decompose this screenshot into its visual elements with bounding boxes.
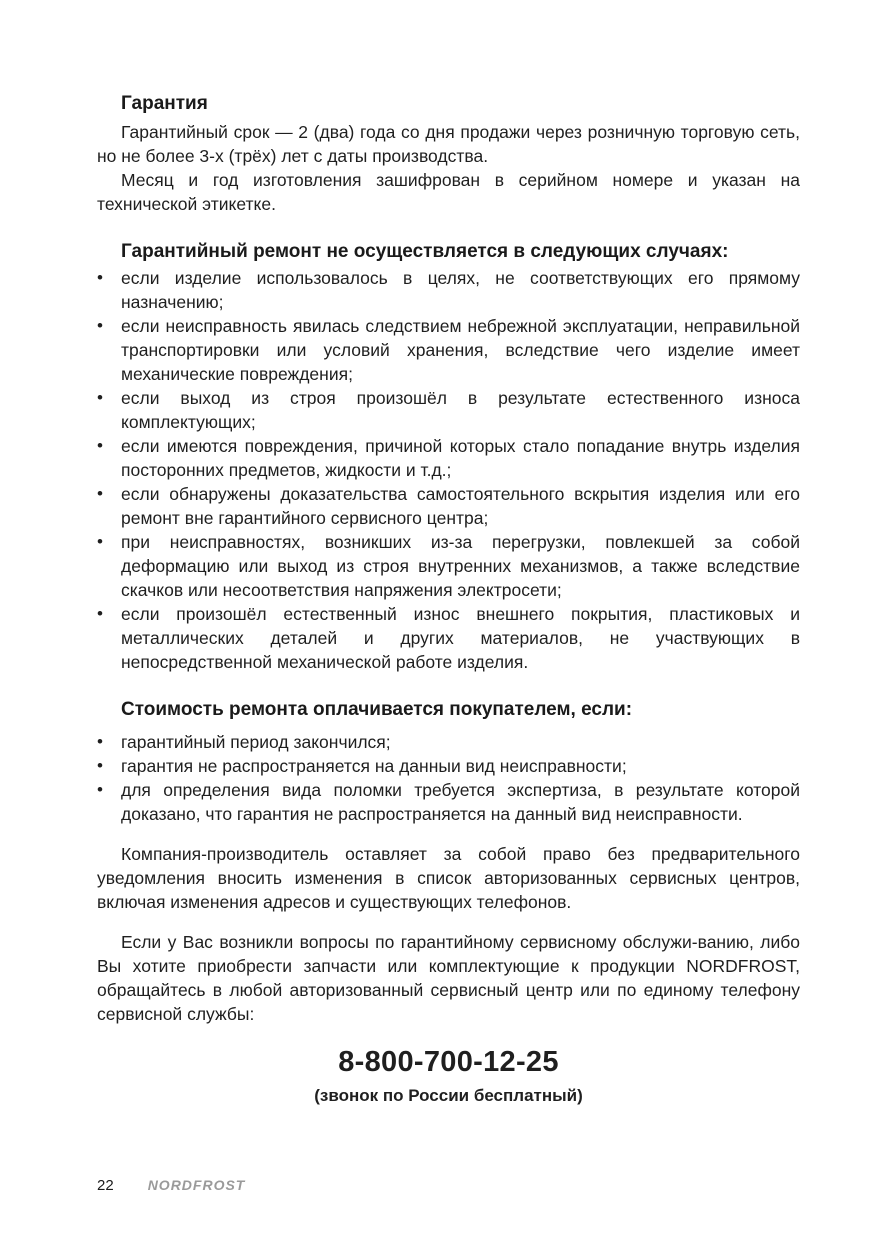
page-footer	[97, 1174, 245, 1196]
list-item: • гарантийный период закончился;	[97, 730, 800, 754]
page-number: 22	[97, 1176, 114, 1194]
paid-repair-list	[97, 730, 800, 826]
service-note: Если у Вас возникли вопросы по гарантийному сервисному обслужи-ванию, либо Вы хотите приобрести запчасти или комплектующие к продукции NORDFROST, обращайтесь в любой авторизованный сервисный центр или по единому телефону сервисной службы:	[97, 932, 800, 1024]
list-item: • для определения вида поломки требуется экспертиза, в результате которой доказано, что гарантия не распространяется на данный вид неисправности.	[97, 778, 800, 826]
list-item: • если выход из строя произошёл в результате естественного износа комплектующих;	[97, 386, 800, 434]
brand-logo: NORDFROST	[147, 1177, 246, 1193]
paid-repair-heading: Стоимость ремонта оплачивается покупателем, если:	[121, 699, 633, 720]
document-page	[97, 92, 800, 1108]
list-item: • если имеются повреждения, причиной которых стало попадание внутрь изделия посторонних предметов, жидкости и т.д.;	[97, 434, 800, 482]
list-item: • если произошёл естественный износ внешнего покрытия, пластиковых и металлических деталей и других материалов, не участвующих в непосредственной механической работе изделия.	[97, 602, 800, 674]
warranty-heading-wrap	[97, 92, 800, 116]
list-item: • если изделие использовалось в целях, не соответствующих его прямому назначению;	[97, 266, 800, 314]
list-item: • гарантия не распространяется на данныи вид неисправности;	[97, 754, 800, 778]
service-phone: 8-800-700-12-25	[338, 1046, 559, 1078]
exclusions-heading-wrap	[97, 240, 800, 264]
warranty-paragraph: Месяц и год изготовления зашифрован в серийном номере и указан на технической этикетке.	[97, 170, 800, 214]
list-item: • при неисправностях, возникших из-за перегрузки, повлекшей за собой деформацию или выход из строя внутренних механизмов, а также вследствие скачков или несоответствия напряжения электросети;	[97, 530, 800, 602]
exclusions-heading: Гарантийный ремонт не осуществляется в следующих случаях:	[121, 241, 729, 262]
warranty-paragraph: Гарантийный срок — 2 (два) года со дня продажи через розничную торговую сеть, но не более 3-х (трёх) лет с даты производства.	[97, 122, 800, 166]
paid-repair-heading-wrap	[97, 698, 800, 722]
warranty-heading: Гарантия	[121, 93, 208, 114]
exclusions-list	[97, 266, 800, 674]
manufacturer-note: Компания-производитель оставляет за собой право без предварительного уведомления вносить изменения в список авторизованных сервисных центров, включая изменения адресов и существующих телефонов.	[97, 844, 800, 912]
list-item: • если неисправность явилась следствием небрежной эксплуатации, неправильной транспортировки или условий хранения, вследствие чего изделие имеет механические повреждения;	[97, 314, 800, 386]
list-item: • если обнаружены доказательства самостоятельного вскрытия изделия или его ремонт вне гарантийного сервисного центра;	[97, 482, 800, 530]
phone-note: (звонок по России бесплатный)	[314, 1086, 583, 1105]
